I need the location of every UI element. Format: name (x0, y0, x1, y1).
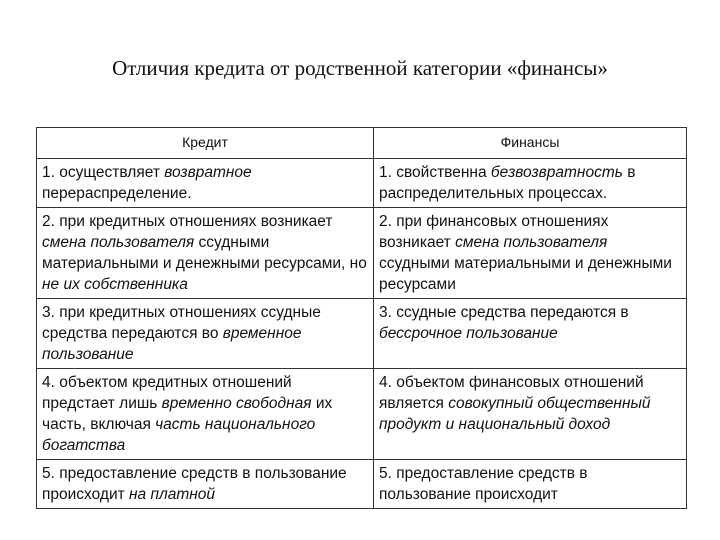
emphasis-text: часть национального богатства (42, 416, 316, 454)
table-row (37, 369, 687, 460)
emphasis-text: безвозвратность (490, 164, 623, 181)
cell-credit (37, 369, 374, 460)
cell-credit (37, 460, 374, 509)
cell-text: 1. свойственна (379, 164, 491, 181)
cell-text: 2. при кредитных отношениях возникает (42, 213, 333, 230)
cell-text: ссудными материальными и денежными ресурсами (379, 255, 672, 293)
cell-finance (374, 159, 687, 208)
cell-text: 1. осуществляет (42, 164, 165, 181)
cell-text: 3. при кредитных отношениях ссудные средства передаются во (42, 304, 321, 342)
comparison-table (36, 127, 687, 509)
emphasis-text: бессрочное пользование (379, 325, 558, 342)
emphasis-text: возвратное (164, 164, 252, 181)
cell-text: в распределительных процессах. (379, 164, 636, 202)
table-row (37, 159, 687, 208)
page-title: Отличия кредита от родственной категории «финансы» (112, 56, 608, 80)
cell-finance (374, 460, 687, 509)
cell-finance (374, 208, 687, 299)
cell-credit (37, 159, 374, 208)
emphasis-text: временно свободная (161, 395, 312, 412)
cell-text: 4. объектом кредитных отношений предстает лишь (42, 374, 292, 412)
table-row (37, 208, 687, 299)
table-header-row (37, 128, 687, 159)
cell-text: ссудными материальными и денежными ресурсами, но (42, 234, 367, 272)
table-row (37, 299, 687, 369)
table-body (37, 159, 687, 509)
cell-text: 5. предоставление средств в пользование происходит (379, 465, 588, 503)
cell-text: перераспределение. (42, 185, 192, 202)
cell-finance (374, 369, 687, 460)
emphasis-text: временное пользование (42, 325, 302, 363)
column-header-finance: Финансы (374, 128, 687, 159)
cell-text: 3. ссудные средства передаются в (379, 304, 629, 321)
cell-credit (37, 208, 374, 299)
emphasis-text: не их собственника (42, 276, 188, 293)
cell-text: 2. при финансовых отношениях возникает (379, 213, 609, 251)
table-row (37, 460, 687, 509)
cell-text: 5. предоставление средств в пользование происходит (42, 465, 347, 503)
cell-text: их часть, включая (42, 395, 333, 433)
cell-text: 4. объектом финансовых отношений является (379, 374, 644, 412)
emphasis-text: смена пользователя (455, 234, 608, 251)
cell-finance (374, 299, 687, 369)
cell-credit (37, 299, 374, 369)
column-header-credit: Кредит (37, 128, 374, 159)
emphasis-text: совокупный общественный продукт и национальный доход (379, 395, 651, 433)
emphasis-text: смена пользователя (42, 234, 195, 251)
emphasis-text: на платной (129, 486, 216, 503)
